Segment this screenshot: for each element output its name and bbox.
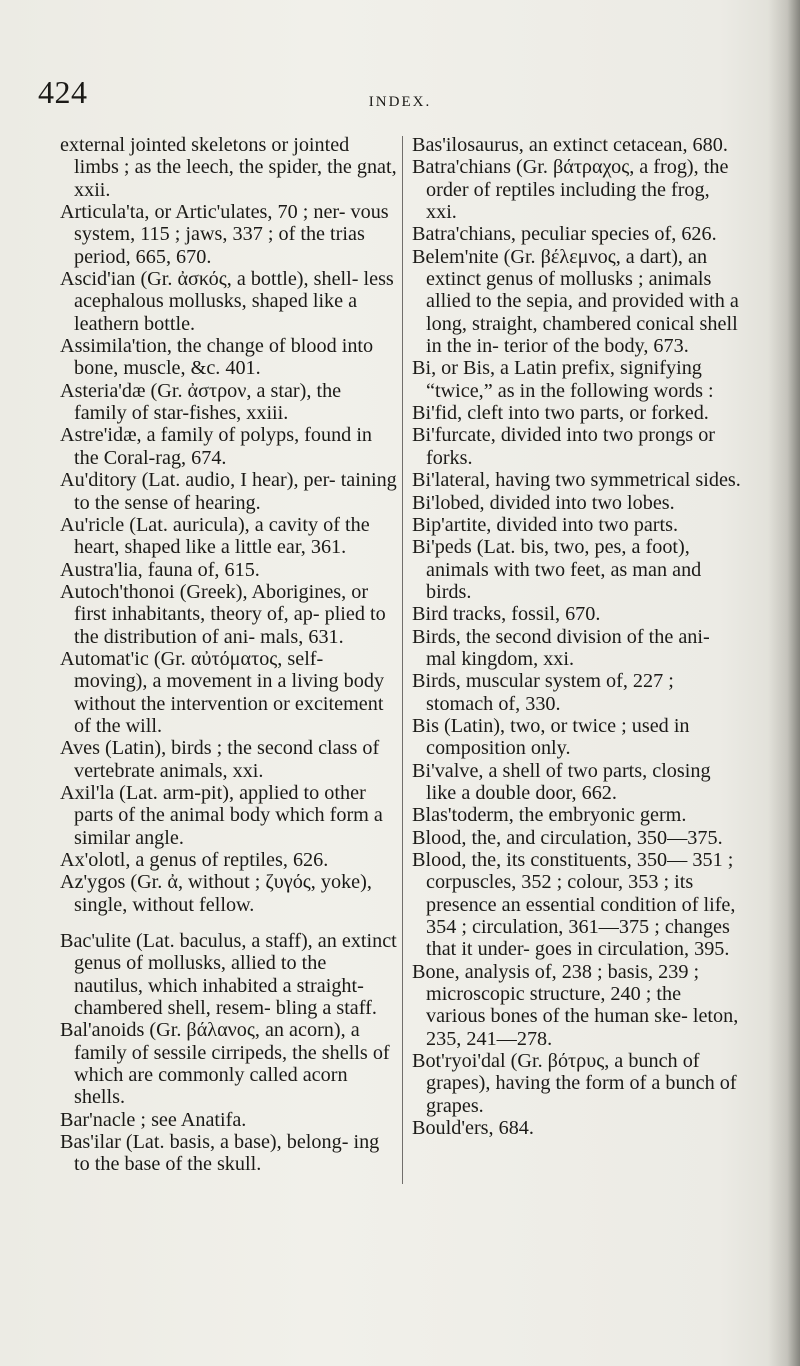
index-entry: Bas'ilosaurus, an extinct cetacean, 680.: [412, 134, 728, 156]
index-entry: Articula'ta, or Artic'ulates, 70 ; ner- vous system, 115 ; jaws, 337 ; of the trias period, 665, 670.: [60, 201, 389, 268]
right-column: [412, 134, 742, 1139]
column-divider: [402, 136, 403, 1184]
index-entry: Bac'ulite (Lat. baculus, a staff), an extinct genus of mollusks, allied to the nautilus, which inhabited a straight-chambered shell, resem- bling a staff.: [60, 930, 397, 1020]
index-entry: Batra'chians (Gr. βάτραχος, a frog), the order of reptiles including the frog, xxi.: [412, 156, 729, 224]
index-entry: Bone, analysis of, 238 ; basis, 239 ; microscopic structure, 240 ; the various bones of the human ske- leton, 235, 241—278.: [412, 960, 739, 1050]
page-number: 424: [38, 74, 88, 110]
index-entry: Birds, muscular system of, 227 ; stomach of, 330.: [412, 670, 674, 715]
index-entry: Asteria'dæ (Gr. ἀστρον, a star), the family of star-fishes, xxiii.: [60, 379, 342, 425]
index-entry: Au'ricle (Lat. auricula), a cavity of the heart, shaped like a little ear, 361.: [60, 513, 370, 559]
index-entry: Automat'ic (Gr. αὐτόματος, self- moving), a movement in a living body without the intervention or excitement of the will.: [60, 647, 385, 737]
index-entry: Austra'lia, fauna of, 615.: [60, 558, 260, 581]
index-entry: Aves (Latin), birds ; the second class of vertebrate animals, xxi.: [60, 737, 380, 782]
index-entry: Bi'valve, a shell of two parts, closing like a double door, 662.: [412, 759, 711, 804]
page-edge-shadow: [768, 0, 800, 1366]
index-entry: Blood, the, and circulation, 350—375.: [412, 826, 723, 849]
index-entry: Bould'ers, 684.: [412, 1117, 534, 1140]
index-entry: Bi'lateral, having two symmetrical sides.: [412, 469, 741, 492]
index-entry: Blood, the, its constituents, 350— 351 ; corpuscles, 352 ; colour, 353 ; its presence an essential condition of life, 354 ; circulation, 361—375 ; changes that it under- goes in circulation, 395.: [412, 849, 736, 961]
section-gap: [60, 916, 398, 930]
index-entry: Bot'ryoi'dal (Gr. βότρυς, a bunch of grapes), having the form of a bunch of grapes.: [412, 1050, 737, 1117]
index-entry: Bip'artite, divided into two parts.: [412, 513, 679, 536]
index-entry: Au'ditory (Lat. audio, I hear), per- taining to the sense of hearing.: [60, 469, 397, 514]
index-entry: Belem'nite (Gr. βέλεμνος, a dart), an extinct genus of mollusks ; animals allied to the sepia, and provided with a long, straight, chambered conical shell in the in- terior of the body, 673.: [412, 245, 739, 358]
running-header: INDEX.: [368, 94, 432, 110]
index-entry: Autoch'thonoi (Greek), Aborigines, or first inhabitants, theory of, ap- plied to the distribution of ani- mals, 631.: [60, 580, 386, 648]
index-entry: Bi'peds (Lat. bis, two, pes, a foot), animals with two feet, as man and birds.: [412, 536, 702, 603]
index-entry: Blas'toderm, the embryonic germ.: [412, 804, 687, 827]
index-entry: Birds, the second division of the ani- mal kingdom, xxi.: [412, 625, 710, 670]
index-entry: Bi'lobed, divided into two lobes.: [412, 491, 675, 514]
index-entry: Bi'furcate, divided into two prongs or forks.: [412, 424, 716, 469]
index-entry: Az'ygos (Gr. ἀ, without ; ζυγός, yoke), single, without fellow.: [60, 871, 372, 916]
index-entry: Astre'idæ, a family of polyps, found in the Coral-rag, 674.: [60, 424, 373, 469]
index-entry: Ascid'ian (Gr. ἀσκός, a bottle), shell- less acephalous mollusks, shaped like a leathern bottle.: [60, 268, 394, 335]
index-entry: Bar'nacle ; see Anatifa.: [60, 1108, 247, 1131]
index-entry: Bi, or Bis, a Latin prefix, signifying “twice,” as in the following words :: [412, 357, 714, 402]
index-entry: Axil'la (Lat. arm-pit), applied to other parts of the animal body which form a similar angle.: [60, 781, 383, 849]
index-entry: external jointed skeletons or jointed limbs ; as the leech, the spider, the gnat, xxii.: [60, 134, 397, 201]
left-column: [60, 134, 398, 1176]
index-entry: Ax'olotl, a genus of reptiles, 626.: [60, 849, 329, 871]
index-entry: Assimila'tion, the change of blood into bone, muscle, &c. 401.: [60, 335, 374, 380]
index-entry: Bal'anoids (Gr. βάλανος, an acorn), a family of sessile cirripeds, the shells of which are commonly called acorn shells.: [60, 1019, 390, 1109]
index-entry: Batra'chians, peculiar species of, 626.: [412, 223, 717, 246]
index-entry: Bas'ilar (Lat. basis, a base), belong- ing to the base of the skull.: [60, 1131, 380, 1176]
index-entry: Bird tracks, fossil, 670.: [412, 603, 601, 626]
index-entry: Bi'fid, cleft into two parts, or forked.: [412, 402, 709, 425]
index-entry: Bis (Latin), two, or twice ; used in composition only.: [412, 714, 690, 760]
